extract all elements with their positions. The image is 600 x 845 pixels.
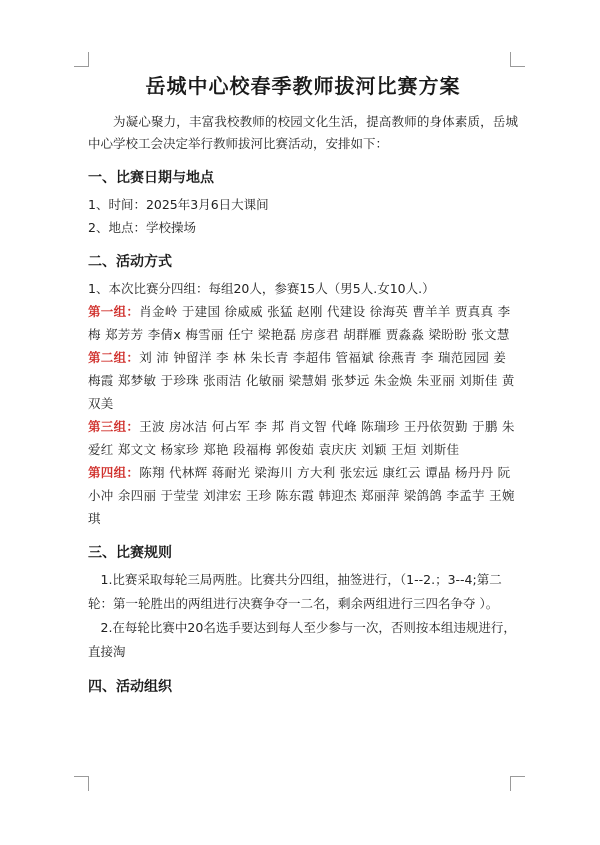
section-heading-organization: 四、活动组织 [88,679,172,695]
group-label: 第二组： [88,350,140,365]
location-line: 2、地点：学校操场 [88,220,196,235]
group-3 [88,415,518,461]
group-2 [88,346,518,415]
group-label: 第四组： [88,465,140,480]
rule-paragraph: 2.在每轮比赛中20名选手要达到每人至少参与一次，否则按本组违规进行，直接淘 [88,620,516,659]
section-heading-rules: 三、比赛规则 [88,545,172,561]
group-label: 第三组： [88,419,140,434]
page-corner-mark [74,776,89,791]
group-4 [88,461,518,530]
page-corner-mark [74,52,89,67]
document-title: 岳城中心校春季教师拔河比赛方案 [145,74,461,98]
group-members: 肖金岭 于建国 徐威威 张猛 赵刚 代建设 徐海英 曹羊羊 贾真真 李梅 郑芳芳 李倩x 梅雪丽 任宁 梁艳磊 房彦君 胡群雁 贾淼淼 梁盼盼 张文慧 [88,304,511,342]
group-members: 刘 沛 钟留洋 李 林 朱长青 李超伟 管福斌 徐燕青 李 瑞范园园 姜梅霞 郑梦敏 于珍珠 张雨洁 化敏丽 梁慧娟 张梦远 朱金焕 朱亚丽 刘斯佳 黄双美 [88,350,515,411]
group-label: 第一组： [88,304,140,319]
group-members: 陈翔 代林辉 蒋耐光 梁海川 方大利 张宏远 康红云 谭晶 杨丹丹 阮小冲 余四丽 于莹莹 刘津宏 王珍 陈东霞 韩迎杰 郑丽萍 梁鸽鸽 李孟芋 王婉琪 [88,465,515,526]
intro-paragraph: 为凝心聚力，丰富我校教师的校园文化生活，提高教师的身体素质，岳城中心学校工会决定举行教师拔河比赛活动，安排如下： [88,114,518,151]
time-line: 1、时间：2025年3月6日大课间 [88,197,269,212]
section-heading-activity-method: 二、活动方式 [88,254,172,270]
section-heading-date-location: 一、比赛日期与地点 [88,170,214,186]
document-content [88,70,518,702]
page-corner-mark [510,52,525,67]
page-corner-mark [510,776,525,791]
rule-paragraph: 1.比赛采取每轮三局两胜。比赛共分四组，抽签进行，（1--2.；3--4;第二轮：第一轮胜出的两组进行决赛争夺一二名，剩余两组进行三四名争夺 ）。 [88,572,502,611]
groups-summary-line: 1、本次比赛分四组：每组20人，参赛15人（男5人.女10人.） [88,281,435,296]
group-1 [88,300,518,346]
group-members: 王波 房冰洁 何占军 李 邦 肖文智 代峰 陈瑞珍 王丹依贺勤 于鹏 朱爱红 郑文文 杨家珍 郑艳 段福梅 郭俊茹 袁庆庆 刘颖 王烜 刘斯佳 [88,419,515,457]
